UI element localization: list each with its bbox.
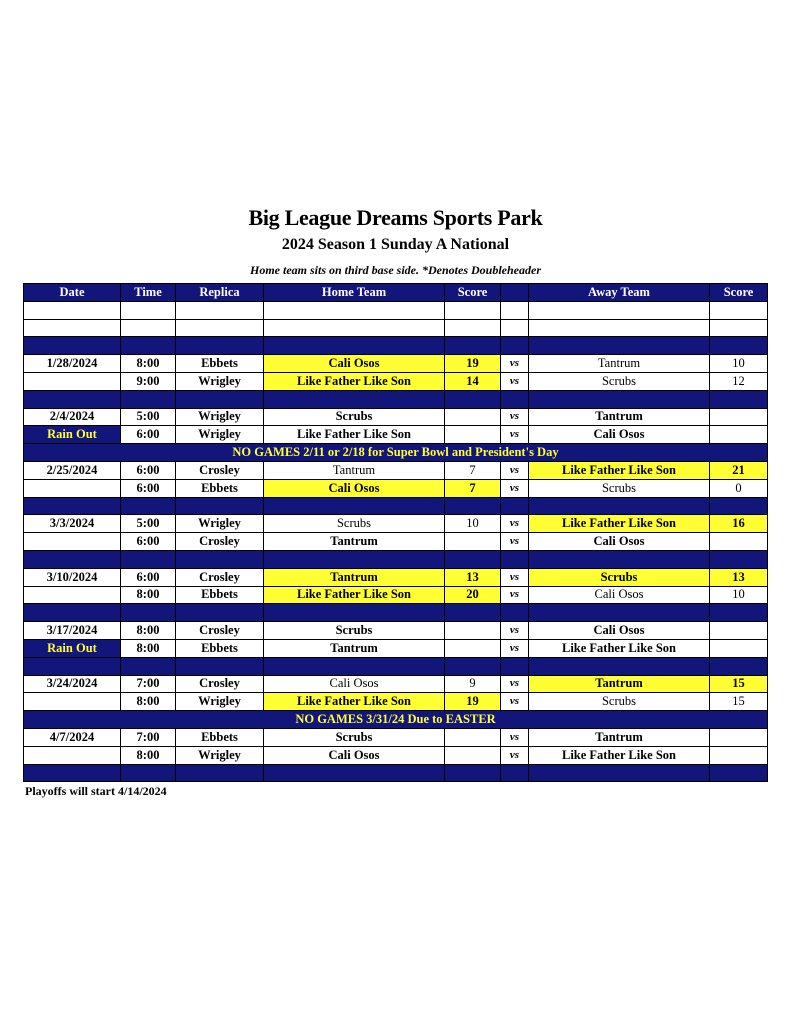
date-cell: [24, 533, 121, 551]
schedule-table: [23, 283, 768, 782]
empty-cell: [529, 497, 710, 515]
replica-cell: Crosley: [176, 568, 264, 586]
header-time: Time: [121, 284, 176, 302]
empty-cell: [264, 337, 445, 355]
empty-cell: [501, 301, 529, 319]
away-score-cell: 13: [710, 568, 768, 586]
game-row: [24, 639, 768, 657]
home-score-cell: 13: [445, 568, 501, 586]
game-row: [24, 728, 768, 746]
date-cell: [24, 586, 121, 604]
empty-cell: [445, 497, 501, 515]
time-cell: 8:00: [121, 586, 176, 604]
time-cell: 7:00: [121, 728, 176, 746]
empty-cell: [176, 604, 264, 622]
no-games-banner: NO GAMES 2/11 or 2/18 for Super Bowl and President's Day: [24, 444, 768, 462]
away-team-cell: Cali Osos: [529, 586, 710, 604]
home-team-cell: Scrubs: [264, 515, 445, 533]
away-team-cell: Tantrum: [529, 408, 710, 426]
separator-row: [24, 337, 768, 355]
vs-label: vs: [501, 372, 529, 390]
time-cell: 8:00: [121, 355, 176, 373]
away-score-cell: [710, 426, 768, 444]
schedule-body: [24, 301, 768, 782]
game-row: [24, 622, 768, 640]
empty-cell: [710, 497, 768, 515]
replica-cell: Wrigley: [176, 746, 264, 764]
empty-cell: [710, 604, 768, 622]
separator-row: [24, 604, 768, 622]
empty-cell: [176, 390, 264, 408]
away-team-cell: Scrubs: [529, 372, 710, 390]
header-vs: [501, 284, 529, 302]
vs-label: vs: [501, 515, 529, 533]
home-team-cell: Scrubs: [264, 728, 445, 746]
empty-cell: [264, 319, 445, 337]
vs-label: vs: [501, 479, 529, 497]
empty-cell: [176, 657, 264, 675]
empty-cell: [121, 604, 176, 622]
home-team-cell: Tantrum: [264, 568, 445, 586]
empty-cell: [710, 337, 768, 355]
empty-cell: [176, 764, 264, 782]
date-cell: [24, 693, 121, 711]
table-header-row: [24, 284, 768, 302]
no-games-banner-row: [24, 711, 768, 729]
empty-cell: [176, 337, 264, 355]
empty-cell: [176, 319, 264, 337]
home-team-cell: Tantrum: [264, 639, 445, 657]
empty-cell: [24, 764, 121, 782]
home-score-cell: 19: [445, 693, 501, 711]
game-row: [24, 586, 768, 604]
away-score-cell: 10: [710, 355, 768, 373]
date-cell: 2/25/2024: [24, 461, 121, 479]
away-team-cell: Scrubs: [529, 479, 710, 497]
empty-cell: [176, 550, 264, 568]
home-score-cell: [445, 639, 501, 657]
time-cell: 8:00: [121, 639, 176, 657]
vs-label: vs: [501, 622, 529, 640]
date-cell: [24, 372, 121, 390]
empty-cell: [710, 764, 768, 782]
away-team-cell: Like Father Like Son: [529, 515, 710, 533]
vs-label: vs: [501, 355, 529, 373]
home-team-cell: Scrubs: [264, 622, 445, 640]
time-cell: 6:00: [121, 461, 176, 479]
date-cell: 3/3/2024: [24, 515, 121, 533]
empty-cell: [445, 764, 501, 782]
replica-cell: Wrigley: [176, 426, 264, 444]
vs-label: vs: [501, 728, 529, 746]
empty-cell: [529, 550, 710, 568]
away-team-cell: Cali Osos: [529, 426, 710, 444]
empty-cell: [501, 604, 529, 622]
away-score-cell: [710, 622, 768, 640]
date-cell: 2/4/2024: [24, 408, 121, 426]
home-score-cell: [445, 408, 501, 426]
separator-row: [24, 390, 768, 408]
away-team-cell: Tantrum: [529, 675, 710, 693]
away-team-cell: Tantrum: [529, 355, 710, 373]
away-score-cell: 16: [710, 515, 768, 533]
separator-row: [24, 657, 768, 675]
home-team-cell: Cali Osos: [264, 675, 445, 693]
empty-cell: [710, 390, 768, 408]
away-score-cell: 0: [710, 479, 768, 497]
replica-cell: Ebbets: [176, 355, 264, 373]
page-title: Big League Dreams Sports Park: [248, 205, 543, 230]
header-replica: Replica: [176, 284, 264, 302]
blank-row: [24, 319, 768, 337]
vs-label: vs: [501, 426, 529, 444]
game-row: [24, 693, 768, 711]
time-cell: 6:00: [121, 426, 176, 444]
home-team-cell: Cali Osos: [264, 355, 445, 373]
time-cell: 6:00: [121, 568, 176, 586]
empty-cell: [501, 497, 529, 515]
date-cell: [24, 479, 121, 497]
empty-cell: [501, 337, 529, 355]
empty-cell: [24, 604, 121, 622]
no-games-banner-row: [24, 444, 768, 462]
replica-cell: Wrigley: [176, 515, 264, 533]
game-row: [24, 568, 768, 586]
empty-cell: [24, 337, 121, 355]
date-cell: 4/7/2024: [24, 728, 121, 746]
no-games-banner: NO GAMES 3/31/24 Due to EASTER: [24, 711, 768, 729]
empty-cell: [24, 319, 121, 337]
empty-cell: [121, 497, 176, 515]
vs-label: vs: [501, 639, 529, 657]
vs-label: vs: [501, 408, 529, 426]
home-team-note: Home team sits on third base side. *Denotes Doubleheader: [250, 263, 541, 277]
separator-row: [24, 497, 768, 515]
away-team-cell: Like Father Like Son: [529, 461, 710, 479]
header-home-team: Home Team: [264, 284, 445, 302]
vs-label: vs: [501, 586, 529, 604]
home-score-cell: [445, 533, 501, 551]
empty-cell: [445, 319, 501, 337]
date-cell: 3/17/2024: [24, 622, 121, 640]
empty-cell: [529, 390, 710, 408]
date-cell: 3/10/2024: [24, 568, 121, 586]
replica-cell: Crosley: [176, 461, 264, 479]
time-cell: 8:00: [121, 693, 176, 711]
empty-cell: [121, 550, 176, 568]
away-score-cell: [710, 639, 768, 657]
empty-cell: [529, 657, 710, 675]
time-cell: 5:00: [121, 408, 176, 426]
replica-cell: Crosley: [176, 622, 264, 640]
home-team-cell: Like Father Like Son: [264, 426, 445, 444]
empty-cell: [501, 657, 529, 675]
game-row: [24, 479, 768, 497]
empty-cell: [264, 550, 445, 568]
replica-cell: Wrigley: [176, 693, 264, 711]
home-score-cell: 10: [445, 515, 501, 533]
game-row: [24, 372, 768, 390]
empty-cell: [501, 550, 529, 568]
game-row: [24, 408, 768, 426]
away-team-cell: Scrubs: [529, 568, 710, 586]
header-home-score: Score: [445, 284, 501, 302]
playoffs-note: Playoffs will start 4/14/2024: [25, 784, 167, 798]
away-score-cell: [710, 533, 768, 551]
empty-cell: [445, 301, 501, 319]
date-cell: 3/24/2024: [24, 675, 121, 693]
empty-cell: [24, 497, 121, 515]
home-team-cell: Cali Osos: [264, 479, 445, 497]
empty-cell: [121, 390, 176, 408]
separator-row: [24, 764, 768, 782]
empty-cell: [501, 390, 529, 408]
time-cell: 6:00: [121, 533, 176, 551]
away-team-cell: Scrubs: [529, 693, 710, 711]
empty-cell: [176, 301, 264, 319]
away-score-cell: [710, 408, 768, 426]
home-score-cell: [445, 426, 501, 444]
replica-cell: Ebbets: [176, 479, 264, 497]
empty-cell: [529, 319, 710, 337]
empty-cell: [445, 337, 501, 355]
away-team-cell: Cali Osos: [529, 533, 710, 551]
empty-cell: [121, 319, 176, 337]
empty-cell: [501, 764, 529, 782]
replica-cell: Wrigley: [176, 372, 264, 390]
header-away-team: Away Team: [529, 284, 710, 302]
home-score-cell: 19: [445, 355, 501, 373]
home-team-cell: Tantrum: [264, 533, 445, 551]
empty-cell: [121, 301, 176, 319]
away-score-cell: 10: [710, 586, 768, 604]
empty-cell: [264, 390, 445, 408]
vs-label: vs: [501, 461, 529, 479]
home-score-cell: [445, 728, 501, 746]
time-cell: 7:00: [121, 675, 176, 693]
replica-cell: Ebbets: [176, 639, 264, 657]
home-score-cell: 9: [445, 675, 501, 693]
empty-cell: [24, 550, 121, 568]
game-row: [24, 533, 768, 551]
away-team-cell: Tantrum: [529, 728, 710, 746]
home-team-cell: Tantrum: [264, 461, 445, 479]
away-score-cell: [710, 728, 768, 746]
empty-cell: [529, 604, 710, 622]
away-score-cell: [710, 746, 768, 764]
empty-cell: [264, 301, 445, 319]
empty-cell: [264, 764, 445, 782]
game-row: [24, 461, 768, 479]
empty-cell: [529, 764, 710, 782]
away-score-cell: 15: [710, 675, 768, 693]
home-score-cell: 7: [445, 461, 501, 479]
replica-cell: Wrigley: [176, 408, 264, 426]
replica-cell: Crosley: [176, 675, 264, 693]
away-team-cell: Like Father Like Son: [529, 746, 710, 764]
empty-cell: [710, 550, 768, 568]
empty-cell: [445, 550, 501, 568]
game-row: [24, 515, 768, 533]
vs-label: vs: [501, 693, 529, 711]
vs-label: vs: [501, 675, 529, 693]
time-cell: 8:00: [121, 622, 176, 640]
header-date: Date: [24, 284, 121, 302]
home-team-cell: Cali Osos: [264, 746, 445, 764]
game-row: [24, 355, 768, 373]
home-team-cell: Like Father Like Son: [264, 693, 445, 711]
empty-cell: [264, 497, 445, 515]
date-cell: [24, 746, 121, 764]
away-score-cell: 15: [710, 693, 768, 711]
empty-cell: [24, 390, 121, 408]
date-cell: Rain Out: [24, 426, 121, 444]
empty-cell: [121, 764, 176, 782]
game-row: [24, 746, 768, 764]
empty-cell: [529, 301, 710, 319]
away-score-cell: 12: [710, 372, 768, 390]
season-subtitle: 2024 Season 1 Sunday A National: [281, 236, 510, 253]
empty-cell: [710, 657, 768, 675]
time-cell: 5:00: [121, 515, 176, 533]
home-score-cell: 7: [445, 479, 501, 497]
game-row: [24, 675, 768, 693]
empty-cell: [710, 319, 768, 337]
date-cell: Rain Out: [24, 639, 121, 657]
empty-cell: [529, 337, 710, 355]
away-team-cell: Cali Osos: [529, 622, 710, 640]
vs-label: vs: [501, 568, 529, 586]
replica-cell: Ebbets: [176, 728, 264, 746]
empty-cell: [121, 337, 176, 355]
empty-cell: [710, 301, 768, 319]
replica-cell: Ebbets: [176, 586, 264, 604]
home-team-cell: Like Father Like Son: [264, 586, 445, 604]
empty-cell: [176, 497, 264, 515]
replica-cell: Crosley: [176, 533, 264, 551]
time-cell: 9:00: [121, 372, 176, 390]
home-score-cell: 14: [445, 372, 501, 390]
home-score-cell: 20: [445, 586, 501, 604]
empty-cell: [501, 319, 529, 337]
empty-cell: [24, 301, 121, 319]
date-cell: 1/28/2024: [24, 355, 121, 373]
away-score-cell: 21: [710, 461, 768, 479]
empty-cell: [445, 390, 501, 408]
empty-cell: [445, 604, 501, 622]
home-team-cell: Scrubs: [264, 408, 445, 426]
blank-row: [24, 301, 768, 319]
empty-cell: [121, 657, 176, 675]
time-cell: 6:00: [121, 479, 176, 497]
home-score-cell: [445, 746, 501, 764]
empty-cell: [24, 657, 121, 675]
home-score-cell: [445, 622, 501, 640]
vs-label: vs: [501, 533, 529, 551]
header-away-score: Score: [710, 284, 768, 302]
vs-label: vs: [501, 746, 529, 764]
empty-cell: [445, 657, 501, 675]
empty-cell: [264, 604, 445, 622]
away-team-cell: Like Father Like Son: [529, 639, 710, 657]
game-row: [24, 426, 768, 444]
home-team-cell: Like Father Like Son: [264, 372, 445, 390]
time-cell: 8:00: [121, 746, 176, 764]
empty-cell: [264, 657, 445, 675]
separator-row: [24, 550, 768, 568]
